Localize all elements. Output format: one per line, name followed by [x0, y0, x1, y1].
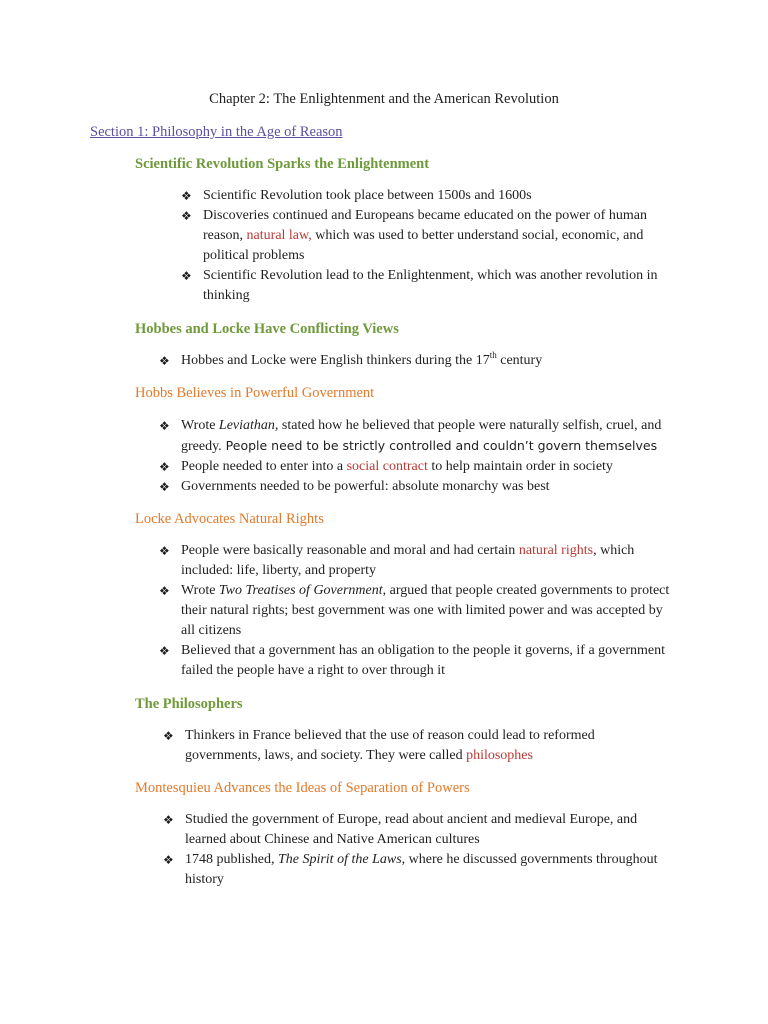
- list-item: ❖ People were basically reasonable and moral and had certain natural rights, which included: life, liberty, and property: [159, 543, 635, 578]
- list-item: ❖ Hobbes and Locke were English thinkers during the 17th century: [159, 351, 679, 371]
- diamond-star-bullet-icon: ❖: [163, 813, 174, 827]
- list-item: ❖ Thinkers in France believed that the use of reason could lead to reformed governments, laws, and society. They were called philosophes: [163, 728, 595, 763]
- list-item: ❖ People needed to enter into a social contract to help maintain order in society: [159, 457, 681, 477]
- bullet-list-scientific-revolution: [181, 186, 681, 306]
- book-title: Leviathan,: [218, 418, 279, 433]
- diamond-star-bullet-icon: ❖: [159, 460, 170, 474]
- bullet-list-hobbes-locke: [159, 351, 679, 371]
- diamond-star-bullet-icon: ❖: [159, 584, 170, 598]
- diamond-star-bullet-icon: ❖: [159, 480, 170, 494]
- list-item: ❖ 1748 published, The Spirit of the Laws, where he discussed governments throughout history: [163, 852, 658, 887]
- list-item: ❖ Wrote Leviathan, stated how he believed that people were naturally selfish, cruel, and greedy. People need to be strictly controlled and couldn’t govern themselves: [159, 418, 662, 454]
- list-item: ❖ Wrote Two Treatises of Government, argued that people created governments to protect their natural rights; best government was one with limited power and was accepted by all citizens: [159, 583, 670, 638]
- key-term: natural law,: [246, 228, 312, 243]
- diamond-star-bullet-icon: ❖: [159, 354, 170, 368]
- list-item: ❖ Believed that a government has an obligation to the people it governs, if a government failed the people have a right to over through it: [159, 643, 666, 678]
- diamond-star-bullet-icon: ❖: [181, 269, 192, 283]
- heading-hobbs: Hobbs Believes in Powerful Government: [135, 385, 375, 401]
- bullet-list-montesquieu: [163, 810, 681, 890]
- list-item: ❖ Studied the government of Europe, read about ancient and medieval Europe, and learned about Chinese and Native American cultures: [163, 812, 638, 847]
- key-term: social contract: [346, 459, 428, 474]
- list-item: ❖ Scientific Revolution took place between 1500s and 1600s: [181, 186, 681, 206]
- key-term: natural rights: [518, 543, 594, 558]
- diamond-star-bullet-icon: ❖: [181, 209, 192, 223]
- diamond-star-bullet-icon: ❖: [159, 644, 170, 658]
- diamond-star-bullet-icon: ❖: [163, 729, 174, 743]
- heading-hobbes-locke: Hobbes and Locke Have Conflicting Views: [135, 321, 399, 337]
- book-title: The Spirit of the Laws: [277, 852, 402, 867]
- list-item: ❖ Scientific Revolution lead to the Enlightenment, which was another revolution in thinking: [181, 268, 658, 303]
- key-term: philosophes: [466, 748, 533, 763]
- diamond-star-bullet-icon: ❖: [163, 853, 174, 867]
- book-title: Two Treatises of Government: [218, 583, 383, 598]
- diamond-star-bullet-icon: ❖: [159, 419, 170, 433]
- bullet-list-philosophers: [163, 726, 653, 766]
- section-link[interactable]: Section 1: Philosophy in the Age of Reason: [90, 124, 343, 140]
- bullet-list-locke: [159, 541, 679, 681]
- chapter-title: Chapter 2: The Enlightenment and the American Revolution: [209, 91, 559, 107]
- list-item: ❖ Governments needed to be powerful: absolute monarchy was best: [159, 477, 681, 497]
- heading-philosophers: The Philosophers: [135, 696, 243, 712]
- diamond-star-bullet-icon: ❖: [159, 544, 170, 558]
- heading-scientific-revolution: Scientific Revolution Sparks the Enlightenment: [135, 156, 430, 172]
- bullet-list-hobbs: [159, 416, 681, 497]
- diamond-star-bullet-icon: ❖: [181, 189, 192, 203]
- heading-montesquieu: Montesquieu Advances the Ideas of Separation of Powers: [135, 780, 470, 796]
- list-item: ❖ Discoveries continued and Europeans became educated on the power of human reason, natural law, which was used to better understand social, economic, and political problems: [181, 208, 647, 263]
- heading-locke: Locke Advocates Natural Rights: [135, 511, 324, 527]
